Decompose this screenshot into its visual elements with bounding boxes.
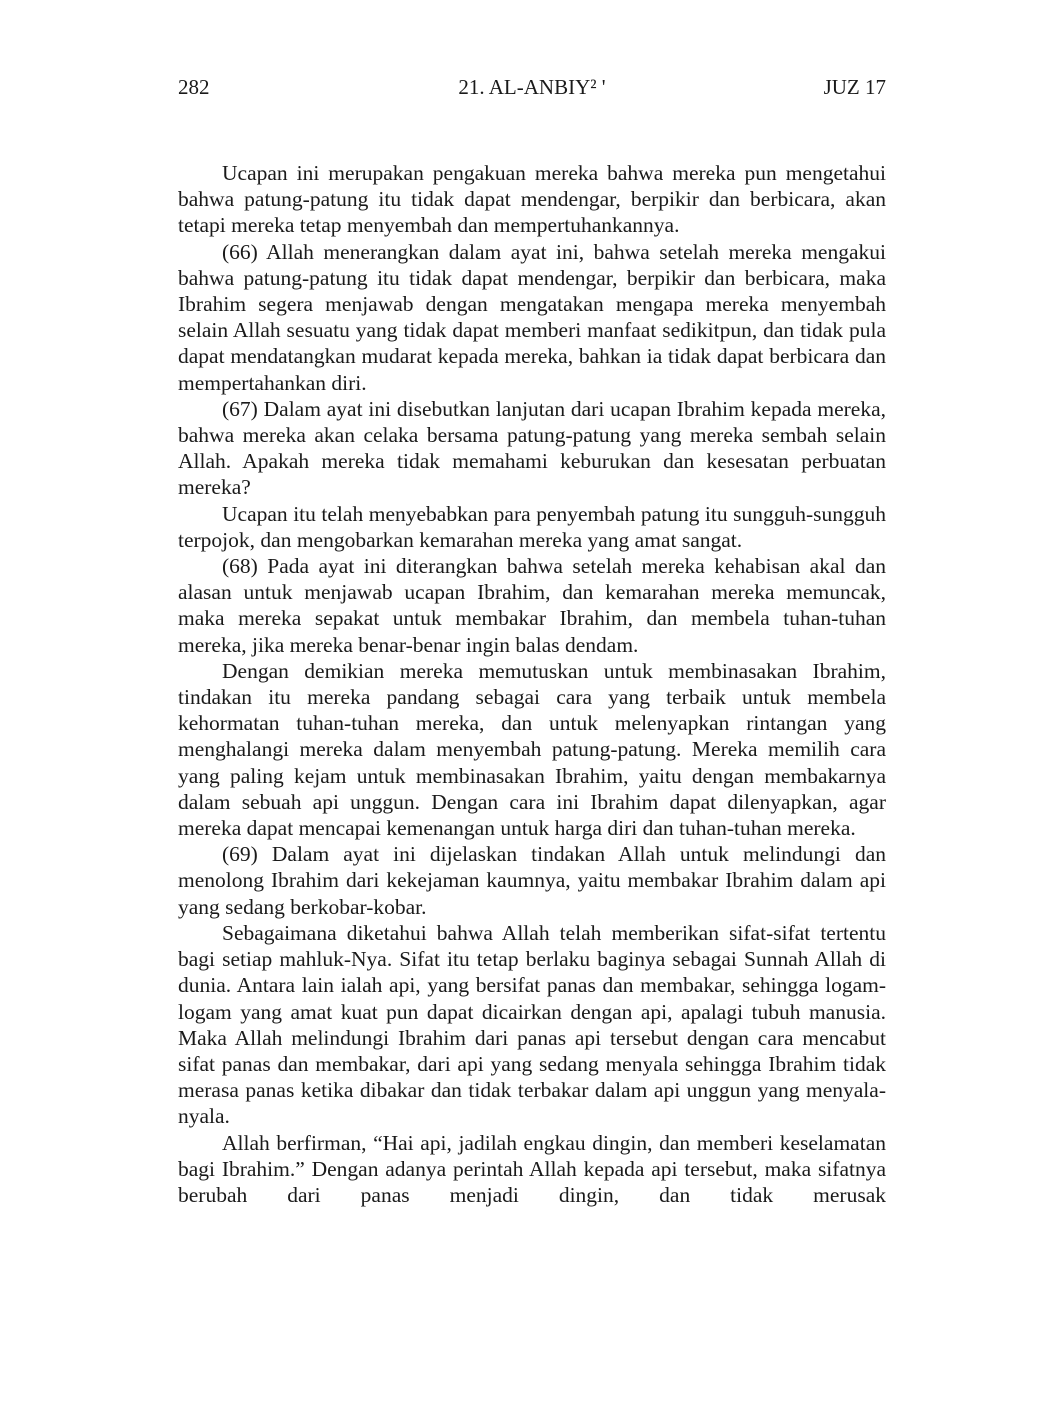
juz-label: JUZ 17 bbox=[823, 75, 886, 99]
paragraph: (69) Dalam ayat ini dijelaskan tindakan Allah untuk melindungi dan menolong Ibrahim dari kekejaman kaumnya, yaitu membakar Ibrahim dalam api yang sedang berkobar-kobar. bbox=[178, 842, 886, 919]
paragraph: (68) Pada ayat ini diterangkan bahwa setelah mereka kehabisan akal dan alasan untuk menjawab ucapan Ibrahim, dan kemarahan mereka memuncak, maka mereka sepakat untuk membakar Ibrahim, dan membela tuhan-tuhan mereka, jika mereka benar-benar ingin balas dendam. bbox=[178, 554, 886, 657]
paragraph: Ucapan ini merupakan pengakuan mereka bahwa mereka pun mengetahui bahwa patung-patung itu tidak dapat mendengar, berpikir dan berbicara, akan tetapi mereka tetap menyembah dan mempertuhankannya. bbox=[178, 161, 886, 238]
paragraph: (67) Dalam ayat ini disebutkan lanjutan dari ucapan Ibrahim kepada mereka, bahwa mereka akan celaka bersama patung-patung yang mereka sembah selain Allah. Apakah mereka tidak memahami keburukan dan kesesatan perbuatan mereka? bbox=[178, 396, 886, 500]
chapter-title: 21. AL-ANBIY² ' bbox=[458, 75, 606, 99]
paragraph: Ucapan itu telah menyebabkan para penyembah patung itu sungguh-sungguh terpojok, dan mengobarkan kemarahan mereka yang amat sangat. bbox=[178, 501, 886, 552]
paragraph: Allah berfirman, “Hai api, jadilah engkau dingin, dan memberi keselamatan bagi Ibrahim.” Dengan adanya perintah Allah kepada api tersebut, maka sifatnya berubah dari panas menjadi dingin, dan tidak merusak bbox=[178, 1130, 886, 1207]
page-number: 282 bbox=[178, 75, 210, 99]
paragraph: (66) Allah menerangkan dalam ayat ini, bahwa setelah mereka mengakui bahwa patung-patung itu tidak dapat mendengar, berpikir dan berbicara, maka Ibrahim segera menjawab dengan mengatakan mengapa mereka menyembah selain Allah sesuatu yang tidak dapat memberi manfaat sedikitpun, dan tidak pula dapat mendatangkan mudarat kepada mereka, bahkan ia tidak dapat berbicara dan mempertahankan diri. bbox=[178, 239, 886, 395]
body-text bbox=[178, 160, 886, 1208]
paragraph: Dengan demikian mereka memutuskan untuk membinasakan Ibrahim, tindakan itu mereka pandang sebagai cara yang terbaik untuk membela kehormatan tuhan-tuhan mereka, dan untuk melenyapkan rintangan yang menghalangi mereka dalam menyembah patung-patung. Mereka memilih cara yang paling kejam untuk membinasakan Ibrahim, yaitu dengan membakarnya dalam sebuah api unggun. Dengan cara ini Ibrahim dapat dilenyapkan, agar mereka dapat mencapai kemenangan untuk harga diri dan tuhan-tuhan mereka. bbox=[178, 658, 886, 841]
paragraph: Sebagaimana diketahui bahwa Allah telah memberikan sifat-sifat tertentu bagi setiap mahluk-Nya. Sifat itu tetap berlaku baginya sebagai Sunnah Allah di dunia. Antara lain ialah api, yang bersifat panas dan membakar, sehingga logam-logam yang amat kuat pun dapat dicairkan dengan api, apalagi tubuh manusia. Maka Allah melindungi Ibrahim dari panas api tersebut dengan cara mencabut sifat panas dan membakar, dari api yang sedang menyala sehingga Ibrahim tidak merasa panas ketika dibakar dan tidak terbakar dalam api unggun yang menyala-nyala. bbox=[178, 920, 886, 1129]
